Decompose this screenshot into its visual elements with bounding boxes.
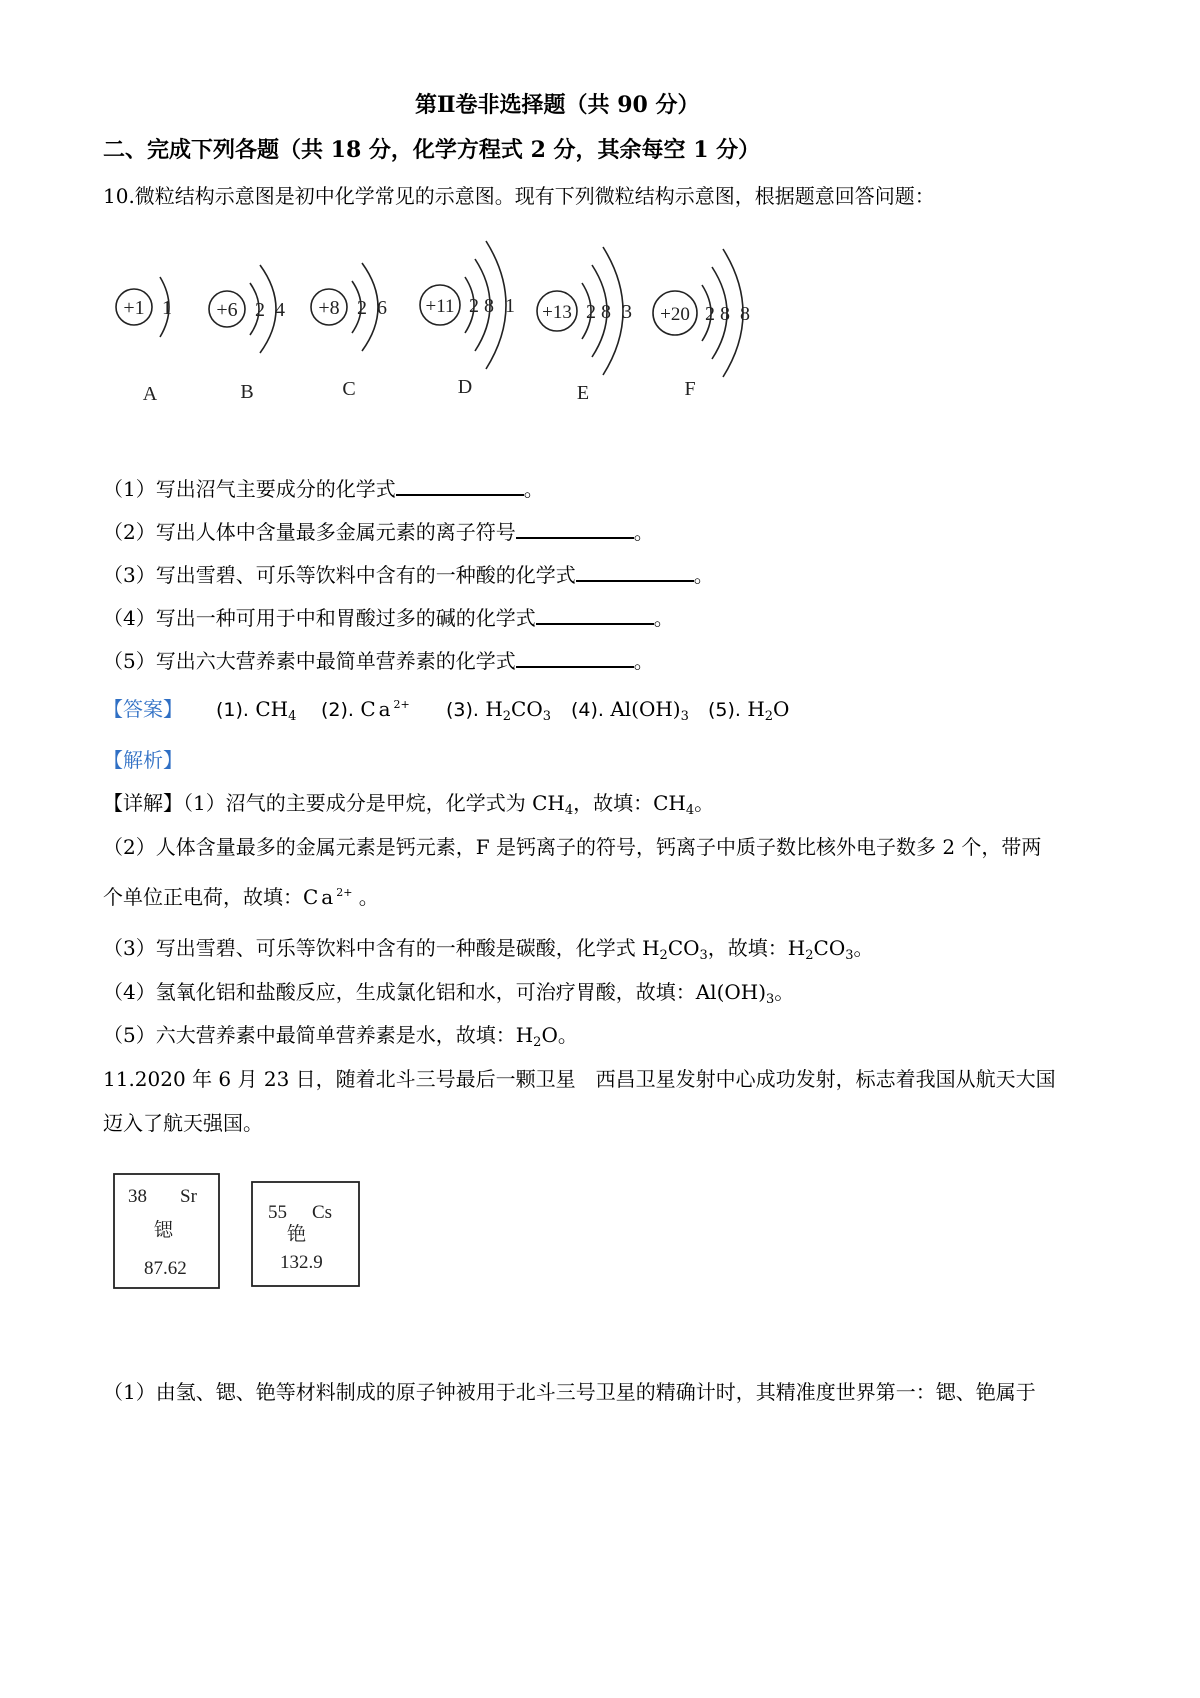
- shell-f-1-count: 2: [705, 303, 715, 325]
- cs-name: 铯: [287, 1224, 307, 1245]
- shell-f-3-count: 8: [740, 303, 750, 325]
- q10-sub-3: （3）写出雪碧、可乐等饮料中含有的一种酸的化学式 。: [103, 560, 714, 588]
- answer-blank-3[interactable]: [576, 560, 694, 582]
- diagram-e-label: E: [576, 382, 590, 404]
- diagram-c-label: C: [342, 378, 356, 400]
- sr-mass: 87.62: [144, 1258, 187, 1279]
- shell-c-2-count: 6: [377, 297, 387, 319]
- shell-b-2-count: 4: [275, 299, 285, 321]
- q10-sub-1: （1）写出沼气主要成分的化学式 。: [103, 474, 544, 502]
- diagram-a-label: A: [142, 383, 158, 405]
- atom-structure-diagrams: [100, 225, 800, 415]
- shell-d-2-count: 8: [484, 295, 494, 317]
- cs-number: 55: [268, 1202, 287, 1223]
- answer-blank-2[interactable]: [516, 517, 634, 539]
- sr-symbol: Sr: [180, 1186, 197, 1207]
- explain-2: （2）人体含量最多的金属元素是钙元素，F 是钙离子的符号，钙离子中质子数比核外电子数多 2 个，带两: [103, 835, 1042, 859]
- answer-2: (2). $Ca^{2+}$: [321, 697, 410, 721]
- explain-3: （3）写出雪碧、可乐等饮料中含有的一种酸是碳酸，化学式 $H_2CO_3$，故填：$H_2CO_3$。: [103, 936, 874, 963]
- cs-mass: 132.9: [280, 1252, 323, 1273]
- sr-number: 38: [128, 1186, 147, 1207]
- shell-e-3-count: 3: [622, 301, 632, 323]
- explain-4: （4）氢氧化铝和盐酸反应，生成氯化铝和水，可治疗胃酸，故填：$Al(OH)_3$。: [103, 980, 795, 1007]
- answer-1: (1). $CH_4$: [216, 697, 297, 724]
- nucleus-d-label: +11: [425, 296, 455, 317]
- explain-5: （5）六大营养素中最简单营养素是水，故填：$H_2O$。: [103, 1023, 578, 1050]
- answer-3: (3). $H_2CO_3$: [446, 697, 552, 724]
- sr-name: 锶: [154, 1220, 174, 1241]
- answer-blank-5[interactable]: [516, 646, 634, 668]
- q10-sub-4: （4）写出一种可用于中和胃酸过多的碱的化学式 。: [103, 603, 674, 631]
- diagram-d-label: D: [457, 376, 473, 398]
- nucleus-a-label: +1: [123, 297, 145, 319]
- shell-a-1-count: 1: [162, 297, 172, 319]
- nucleus-e-label: +13: [542, 302, 572, 323]
- nucleus-b-label: +6: [216, 299, 238, 321]
- answer-blank-1[interactable]: [396, 474, 524, 496]
- section-title: 第Ⅱ卷非选择题（共 90 分）: [415, 92, 700, 118]
- element-cards: [110, 1170, 380, 1300]
- shell-c-1-count: 2: [357, 297, 367, 319]
- q10-stem: 10.微粒结构示意图是初中化学常见的示意图。现有下列微粒结构示意图，根据题意回答问题：: [103, 184, 935, 208]
- answer-4: (4). $Al(OH)_3$: [571, 697, 689, 724]
- shell-d-3-count: 1: [505, 295, 515, 317]
- diagram-b-label: B: [240, 381, 254, 403]
- q10-sub-5: （5）写出六大营养素中最简单营养素的化学式 。: [103, 646, 654, 674]
- answer-5: (5). $H_2O$: [708, 697, 790, 724]
- answer-blank-4[interactable]: [536, 603, 654, 625]
- nucleus-c-label: +8: [318, 297, 340, 319]
- shell-f-2-count: 8: [720, 303, 730, 325]
- q11-stem-1: 11.2020 年 6 月 23 日，随着北斗三号最后一颗卫星 西昌卫星发射中心成功发射，标志着我国从航天大国: [103, 1067, 1056, 1091]
- explain-1: 【详解】（1）沼气的主要成分是甲烷，化学式为 $CH_4$，故填：$CH_4$。: [103, 791, 715, 818]
- answer-tag: 【答案】: [103, 697, 183, 721]
- cs-symbol: Cs: [312, 1202, 333, 1223]
- shell-d-1-count: 2: [469, 295, 479, 317]
- part-title: 二、完成下列各题（共 18 分，化学方程式 2 分，其余每空 1 分）: [103, 137, 761, 163]
- explain-2-cont: 个单位正电荷，故填：$Ca^{2+}$ 。: [103, 885, 379, 909]
- analysis-tag: 【解析】: [103, 748, 183, 772]
- q10-sub-2: （2）写出人体中含量最多金属元素的离子符号 。: [103, 517, 654, 545]
- diagram-f-label: F: [684, 378, 696, 400]
- q11-stem-2: 迈入了航天强国。: [103, 1111, 263, 1135]
- shell-e-1-count: 2: [586, 301, 596, 323]
- shell-e-2-count: 8: [601, 301, 611, 323]
- shell-b-1-count: 2: [255, 299, 265, 321]
- nucleus-f-label: +20: [660, 304, 690, 325]
- q11-sub-1: （1）由氢、锶、铯等材料制成的原子钟被用于北斗三号卫星的精确计时，其精准度世界第一：锶、铯属于: [103, 1380, 1036, 1404]
